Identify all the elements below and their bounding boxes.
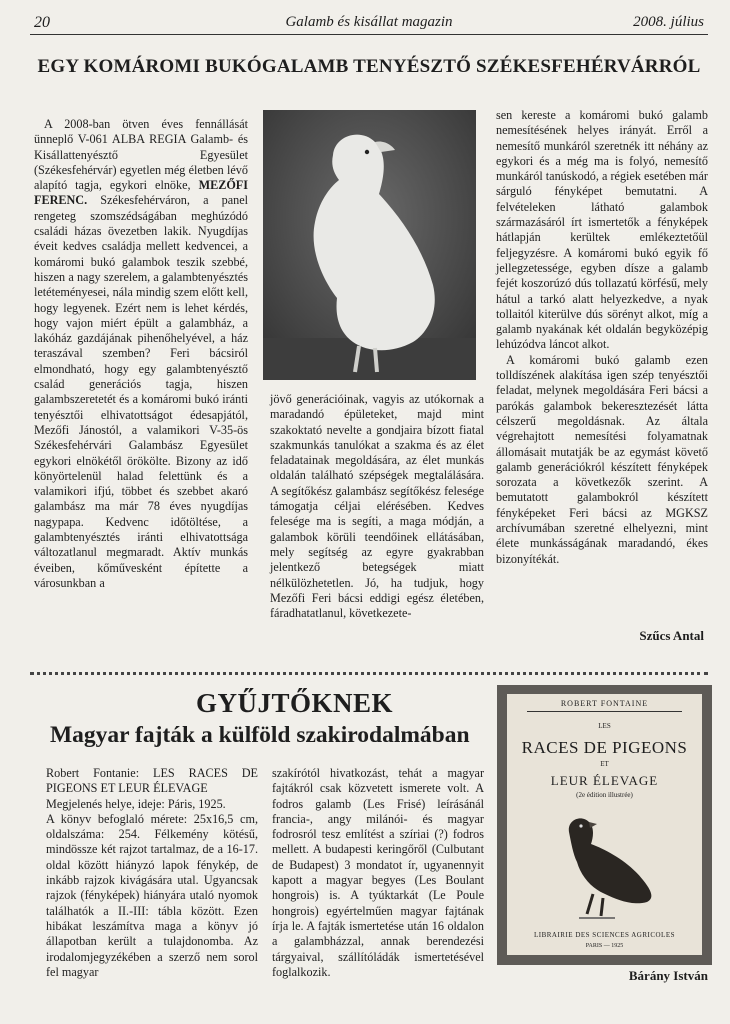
book-reference: Robert Fontanie: LES RACES DE PIGEONS ET LEUR ÉLEVAGE <box>46 766 258 796</box>
book-cover <box>507 694 702 955</box>
article1-intro: A 2008-ban ötven éves fennállását ünneplő V-061 ALBA REGIA Galamb- és Kisállattenyésztő Egyesület (Székesfehérvár) egyetlen még életben lévő alapító tagja, egykori elnöke, <box>34 117 248 193</box>
article1-paragraph <box>34 117 248 591</box>
issue-date: 2008. július <box>633 14 704 30</box>
book-author: ROBERT FONTAINE <box>560 699 649 708</box>
book-description: A könyv befoglaló mérete: 25x16,5 cm, oldalszáma: 254. Félkemény kötésű, mindössze két rajzot tartalmaz, de a 16-17. oldal között hiányzó lapok fénykép, de inkább rajzok kivágására utal. Ugyancsak rajzok (fényképek) hiányára utaló nyomok találhatók a II.-III: tábla között. Ezen hibákat leszámítva maga a könyv jó állapotban került a tulajdonomba. Az irodalomjegyzékében a szerző nem sorol fel magyar <box>46 811 258 979</box>
book-subtitle: LEUR ÉLEVAGE <box>550 773 659 788</box>
magazine-title: Galamb és kisállat magazin <box>285 14 453 30</box>
article1-column3-para2: A komáromi bukó galamb ezen tolldíszének alakítása igen szép tenyésztői feladat, melynek megoldására Feri bácsi a parókás galambok bekeresztezését látta célszerű megoldásnak. Az általa végrehajtott nemesítési folyamatnak állomásait mutatják be az egymást követő galamb generációkról készített fényképek sorozata a következők szerint. A bemutatott galambokról készített fényképeket Feri bácsi az MGKSZ archívumában szeretné elhelyezni, mint élete munkásságának maradandó, ékes bizonyítékát. <box>496 352 708 566</box>
article1-column3-para1: sen kereste a komáromi bukó galamb nemesítésének helyes irányát. Erről a nemesítő munkáról szeretnék itt néhány az egykori és a még ma is folyó, nemesítő munkáról tanúskodó, a régiek esetében már sárguló fényképet bemutatni. A felvételeken látható galambok származásáról írt ismertetők a fényképek hátlapján kerültek emlékeztetőül feljegyzésre. A komáromi bukó egyik fő jellegzetessége, egyben dísze a galamb fejét koszorúzó dús tollazatú körfésű, mely hátul a tarkó alatt helyezkedve, a nyak tollaitól kiterülve dús sörényt alkot, míg a galamb nyakának két oldalán begyközépig lehúzódva láncot alkot. <box>496 108 708 352</box>
book-publisher: LIBRAIRIE DES SCIENCES AGRICOLES <box>533 931 676 939</box>
article1-author: Szűcs Antal <box>639 628 704 643</box>
article1-column2-text: jövő generációinak, vagyis az utókornak a maradandó épületeket, majd mint szakoktató nevelte a gondjaira bízott fiatal szakmunkás tanulókat a szakma és az élet feladatainak megoldására, az élet munkás oldalán található szépségek megtalálására. A segítőkész galambász segítőkész felesége támogatja céljai elérésében. Kedves felesége ma is segíti, a maga módján, a galambok körüli teendőinek ellátásában, mely segítség az egyre gyakrabban jelentkező betegségek miatt nélkülözhetetlen. Jó, ha tudjuk, hogy Mezőfi Feri bácsi eddigi egész életében, fáradhatatlanul, következete- <box>270 392 484 621</box>
dotted-separator <box>30 672 708 675</box>
book-title-les: LES <box>598 722 611 730</box>
book-cover-photo <box>497 685 712 965</box>
article2-column-1 <box>46 766 258 980</box>
page-header <box>30 12 708 35</box>
book-edition: (2e édition illustrée) <box>576 791 633 799</box>
article2-title: Magyar fajták a külföld szakirodalmában <box>50 722 470 748</box>
article2-column2-text: szakírótól hivatkozást, tehát a magyar fajtákról csak közvetett ismerete volt. A fodros galamb (Les Frisé) leírásánál francia-, angy milánói- és magyar fodrosról tesz említést a szíriai (?) fodros mellett. A budapesti keringőről (Culbutant de Budapest) 3 mondatot ír, ugyanennyit kapott a magyar begyes (Les Boulant hongrois) is. A tyúktarkát (Le Poule hongrois) egyértelműen magyar fajtának írja le. A fajták ismertetése után 16 oldalon a galambházzal, annak berendezési tárgyaival, szállítóládák ismertetésével foglalkozik. <box>272 766 484 979</box>
article1-column-2 <box>270 392 484 621</box>
publication-place: Megjelenés helye, ideje: Páris, 1925. <box>46 796 226 811</box>
article1-column-3 <box>496 108 708 567</box>
article1-column-1 <box>34 117 248 591</box>
book-title-et: ET <box>600 760 609 768</box>
book-title: RACES DE PIGEONS <box>521 738 688 757</box>
article2-kicker: GYŰJTŐKNEK <box>196 688 394 718</box>
subject-name: MEZŐFI FERENC. <box>34 178 248 208</box>
pigeon-photo-image <box>263 110 476 380</box>
article1-title: EGY KOMÁROMI BUKÓGALAMB TENYÉSZTŐ SZÉKESFEHÉRVÁRRÓL <box>37 56 701 77</box>
page-number: 20 <box>34 14 50 31</box>
article1-body: Székesfehérváron, a panel rengeteg szomszédságában meghúzódó családi házas övezetben lakik. Nyugdíjas éveit kedves családja mellett kedvencei, a komáromi bukó galambok teszik szebbé, hiszen a nagy szerelem, a galambtenyésztés letéteményesei, nála mindig szem előtt kell, hogy legyenek. Ezért nem is lehet kérdés, hogy vajon miért épült a galambház, a lakóház gazdájának pihenőhelyével, a ház teraszával szemben? Feri bácsiról elmondható, hogy egy galambtenyésztő család generációs tagja, hiszen galambszeretetét és a komáromi bukó iránti tenyésztői elhivatottságot édesapjától, Mezőfi Jánostól, a valamikori V-35-ös Székesfehérvári Galambász Egyesület egykori elnökétől örökölte. Bizony az idő könyörtelenül halad felettünk és a valamikori ifjú, többet és szebbet akaró galambász ma már 78 éves nyugdíjas nagypapa. Kedvenc időtöltése, a galambtenyésztés iránti elhivatottsága változatlanul megmaradt. Aktív munkás éveiben, kőművesként építette a városunkban a <box>34 193 248 590</box>
cover-rule <box>527 711 682 712</box>
article2-author: Bárány István <box>628 968 708 983</box>
book-city: PARIS — 1925 <box>585 943 624 949</box>
white-pigeon-photo <box>263 110 476 380</box>
pigeon-illustration <box>547 802 662 922</box>
article2-column-2 <box>272 766 484 980</box>
